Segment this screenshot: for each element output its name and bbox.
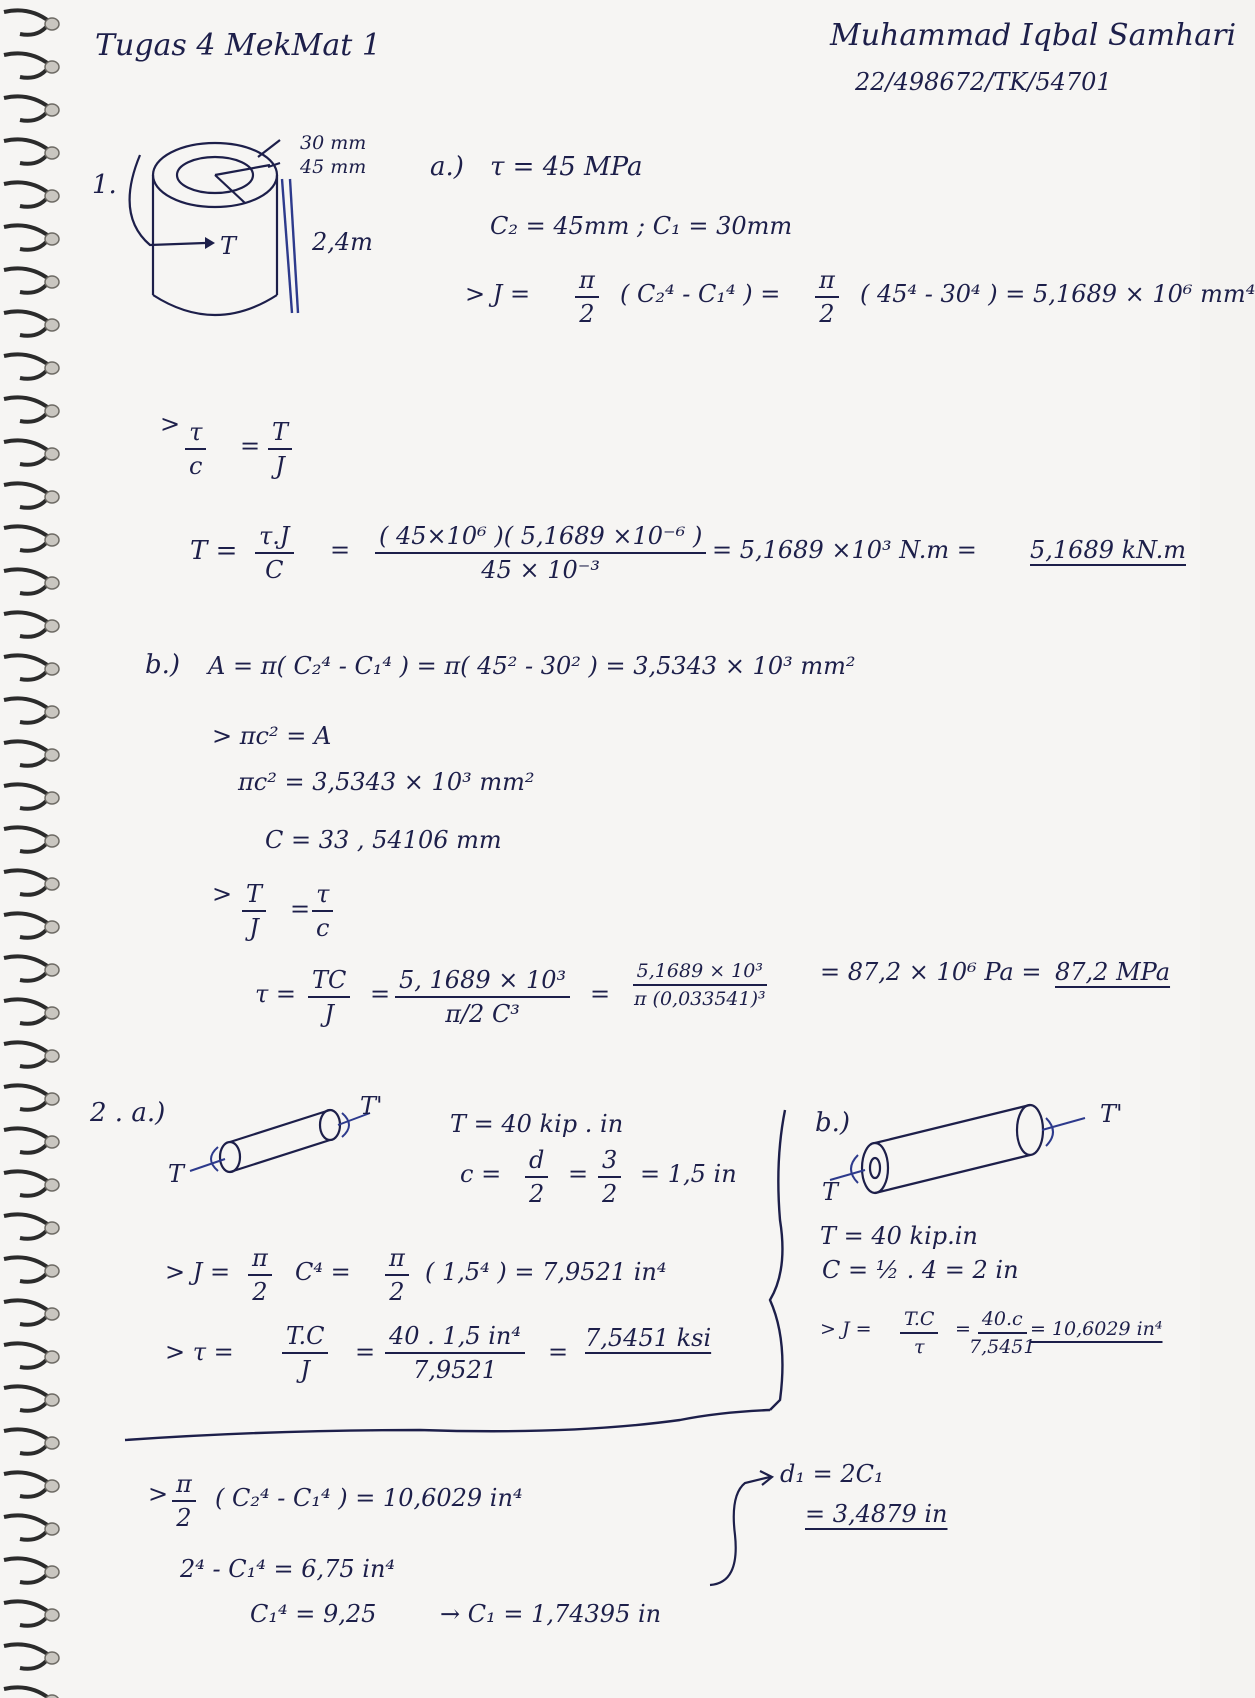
spiral-coil (4, 956, 50, 980)
binding-hole (45, 61, 59, 73)
spiral-coil (4, 268, 50, 292)
length-label: 2,4m (312, 228, 373, 256)
stress-result: = 87,2 × 10⁶ Pa = (820, 958, 1042, 986)
required-J-lead: > J = (820, 1318, 872, 1340)
required-J-value: = 10,6029 in⁴ (1030, 1318, 1163, 1340)
spiral-coil (4, 1085, 50, 1109)
binding-hole (45, 1480, 59, 1492)
inner-radius-step-1: 2⁴ - C₁⁴ = 6,75 in⁴ (180, 1555, 396, 1583)
solid-stress-substitution: $\frac{\text{40 . 1,5 in⁴}}{7,9521}$ (385, 1322, 525, 1384)
stress-substitution-1: $\frac{\text{5, 1689 × 10³}}{\text{π/2 C³}}$ (395, 966, 570, 1028)
equals-sign: = (568, 1160, 589, 1188)
given-torque: T = 40 kip . in (450, 1110, 624, 1138)
polar-moment-value: ( 45⁴ - 30⁴ ) = 5,1689 × 10⁶ mm⁴ (860, 280, 1255, 308)
relation-marker: > (160, 410, 181, 438)
spiral-coil (4, 612, 50, 636)
spiral-coil (4, 526, 50, 550)
binding-hole (45, 663, 59, 675)
spiral-coil (4, 96, 50, 120)
inner-radius-result: → C₁ = 1,74395 in (440, 1600, 662, 1628)
TC-over-tau: $\frac{T.C}{\tau}$ (900, 1308, 938, 1358)
area-equation: A = π( C₂⁴ - C₁⁴ ) = π( 45² - 30² ) = 3,5343 × 10³ mm² (208, 652, 856, 680)
binding-hole (45, 534, 59, 546)
binding-hole (45, 190, 59, 202)
equals-sign: = (370, 980, 391, 1008)
T-over-J: $\frac{T}{J}$ (242, 880, 266, 942)
spiral-coil (4, 1042, 50, 1066)
spiral-coil (4, 698, 50, 722)
spiral-coil (4, 1601, 50, 1625)
binding-hole (45, 1050, 59, 1062)
spiral-coil (4, 741, 50, 765)
given-torque-b: T = 40 kip.in (820, 1222, 978, 1250)
outer-radius-b: C = ½ . 4 = 2 in (822, 1256, 1019, 1284)
d-over-2: $\frac{d}{2}$ (525, 1146, 548, 1208)
binding-hole (45, 1136, 59, 1148)
binding-hole (45, 319, 59, 331)
spiral-coil (4, 311, 50, 335)
assignment-title: Tugas 4 MekMat 1 (95, 28, 381, 63)
binding-hole (45, 104, 59, 116)
torque-result: = 5,1689 ×10³ N.m = (712, 536, 977, 564)
stress-final-answer: 87,2 MPa (1055, 958, 1171, 986)
spiral-coil (4, 1515, 50, 1539)
pi-over-two: $\frac{\pi}{2}$ (575, 266, 599, 328)
spiral-coil (4, 1128, 50, 1152)
inner-diameter-result: = 3,4879 in (805, 1500, 948, 1528)
spiral-coil (4, 1171, 50, 1195)
spiral-coil (4, 827, 50, 851)
equals-sign: = (330, 536, 351, 564)
part-1b-label: b.) (145, 650, 181, 680)
spiral-coil (4, 1644, 50, 1668)
equals-sign: = (548, 1338, 569, 1366)
equals-sign: = (240, 432, 261, 460)
spiral-coil (4, 870, 50, 894)
spiral-coil (4, 1343, 50, 1367)
torque-eq-lead: T = (190, 536, 238, 566)
relation-marker: > (212, 880, 233, 908)
spiral-coil (4, 182, 50, 206)
tau-over-c: $\frac{\tau}{c}$ (312, 880, 333, 942)
spiral-coil (4, 1386, 50, 1410)
spiral-coil (4, 354, 50, 378)
binding-hole (45, 964, 59, 976)
solid-J-formula: C⁴ = (295, 1258, 351, 1286)
TC-over-J: $\frac{T.C}{J}$ (282, 1322, 328, 1384)
torque-final-answer: 5,1689 kN.m (1030, 536, 1186, 564)
three-over-2: $\frac{3}{2}$ (598, 1146, 621, 1208)
spiral-coil (4, 1687, 50, 1698)
binding-hole (45, 362, 59, 374)
polar-moment-lead: > J = (465, 280, 531, 308)
solid-J-value: ( 1,5⁴ ) = 7,9521 in⁴ (425, 1258, 667, 1286)
binding-hole (45, 491, 59, 503)
section-divider-brace (120, 1100, 800, 1480)
inner-radius-label: 30 mm (300, 132, 367, 154)
spiral-coil (4, 569, 50, 593)
binding-hole (45, 878, 59, 890)
spiral-coil (4, 1214, 50, 1238)
stress-eq-lead: τ = (255, 980, 297, 1008)
equals-sign: = (955, 1318, 971, 1340)
binding-hole (45, 147, 59, 159)
pi-over-two: $\frac{\pi}{2}$ (815, 266, 839, 328)
spiral-coil (4, 784, 50, 808)
binding-hole (45, 1566, 59, 1578)
hollow-shaft-2-drawing (820, 1100, 1110, 1200)
stress-substitution-2: $\frac{\text{5,1689 × 10³}}{\text{π (0,033541)³}}$ (634, 960, 766, 1010)
spiral-coil (4, 1257, 50, 1281)
binding-hole (45, 1523, 59, 1535)
binding-hole (45, 1394, 59, 1406)
binding-hole (45, 835, 59, 847)
spiral-coil (4, 1300, 50, 1324)
equivalent-area-line-2: πc² = 3,5343 × 10³ mm² (238, 768, 535, 796)
inner-radius-step-2: C₁⁴ = 9,25 (250, 1600, 377, 1628)
student-id: 22/498672/TK/54701 (855, 68, 1112, 96)
binding-hole (45, 1179, 59, 1191)
equivalent-area-line-1: > πc² = A (212, 722, 332, 750)
binding-hole (45, 921, 59, 933)
shaft-torque-label: T (168, 1160, 185, 1188)
problem-2b-label: b.) (815, 1108, 851, 1138)
spiral-coil (4, 913, 50, 937)
TC-over-J: $\frac{TC}{J}$ (308, 966, 350, 1028)
binding-hole (45, 405, 59, 417)
spiral-coil (4, 225, 50, 249)
spiral-coil (4, 655, 50, 679)
binding-hole (45, 577, 59, 589)
T-over-J: $\frac{T}{J}$ (268, 418, 292, 480)
pi-over-two: $\frac{\pi}{2}$ (172, 1470, 196, 1532)
binding-hole (45, 233, 59, 245)
binding-hole (45, 1609, 59, 1621)
binding-hole (45, 749, 59, 761)
given-shear-stress: τ = 45 MPa (490, 152, 643, 182)
binding-hole (45, 276, 59, 288)
problem-2a-label: 2 . a.) (90, 1098, 166, 1128)
torque-substitution: $\frac{\text{( 45×10⁶ )( 5,1689 ×10⁻⁶ )}}{\text{45 × 10⁻³}}$ (375, 522, 706, 584)
spiral-binding (0, 0, 70, 1698)
spiral-coil (4, 53, 50, 77)
problem-1-number: 1. (92, 170, 117, 200)
polar-moment-formula: ( C₂⁴ - C₁⁴ ) = (620, 280, 781, 308)
equals-sign: = (590, 980, 611, 1008)
spiral-coil (4, 483, 50, 507)
binding-hole (45, 1007, 59, 1019)
spiral-coil (4, 10, 50, 34)
spiral-coil (4, 139, 50, 163)
spiral-coil (4, 1558, 50, 1582)
solid-stress-lead: > τ = (165, 1338, 234, 1366)
inner-radius-equation: ( C₂⁴ - C₁⁴ ) = 10,6029 in⁴ (215, 1484, 523, 1512)
shaft-reaction-torque-label: T' (360, 1092, 383, 1120)
student-name: Muhammad Iqbal Samhari (830, 18, 1237, 53)
solid-stress-final: 7,5451 ksi (585, 1324, 712, 1352)
shaft-2-torque-label: T (822, 1178, 839, 1206)
spiral-coil (4, 999, 50, 1023)
result-arrow (700, 1465, 780, 1595)
equals-sign: = (290, 895, 311, 923)
binding-hole (45, 706, 59, 718)
binding-hole (45, 1265, 59, 1277)
spiral-coil (4, 440, 50, 464)
binding-hole (45, 1652, 59, 1664)
inner-diameter-formula: d₁ = 2C₁ (780, 1460, 884, 1488)
radius-lead: c = (460, 1160, 502, 1188)
tau-over-c: $\frac{\tau}{c}$ (185, 418, 206, 480)
equals-sign: = (355, 1338, 376, 1366)
binding-hole (45, 792, 59, 804)
equivalent-radius: C = 33 , 54106 mm (265, 826, 502, 854)
binding-hole (45, 1222, 59, 1234)
shaft-2-reaction-label: T' (1100, 1100, 1123, 1128)
part-1a-label: a.) (430, 152, 464, 182)
outer-radius-label: 45 mm (300, 156, 367, 178)
torque-label: T (220, 232, 237, 260)
binding-hole (45, 1308, 59, 1320)
spiral-coil (4, 1429, 50, 1453)
binding-hole (45, 1351, 59, 1363)
binding-hole (45, 448, 59, 460)
binding-hole (45, 1093, 59, 1105)
binding-hole (45, 620, 59, 632)
given-radii: C₂ = 45mm ; C₁ = 30mm (490, 212, 793, 240)
solid-J-lead: > J = (165, 1258, 231, 1286)
relation-marker: > (148, 1480, 169, 1508)
tauJ-over-c: $\frac{\tau.J}{C}$ (255, 522, 294, 584)
pi-over-two: $\frac{\pi}{2}$ (385, 1244, 409, 1306)
spiral-coil (4, 1472, 50, 1496)
pi-over-two: $\frac{\pi}{2}$ (248, 1244, 272, 1306)
binding-hole (45, 1437, 59, 1449)
spiral-coil (4, 397, 50, 421)
required-J-substitution: $\frac{40.c}{7,5451}$ (969, 1308, 1036, 1358)
binding-hole (45, 18, 59, 30)
radius-result: = 1,5 in (640, 1160, 737, 1188)
